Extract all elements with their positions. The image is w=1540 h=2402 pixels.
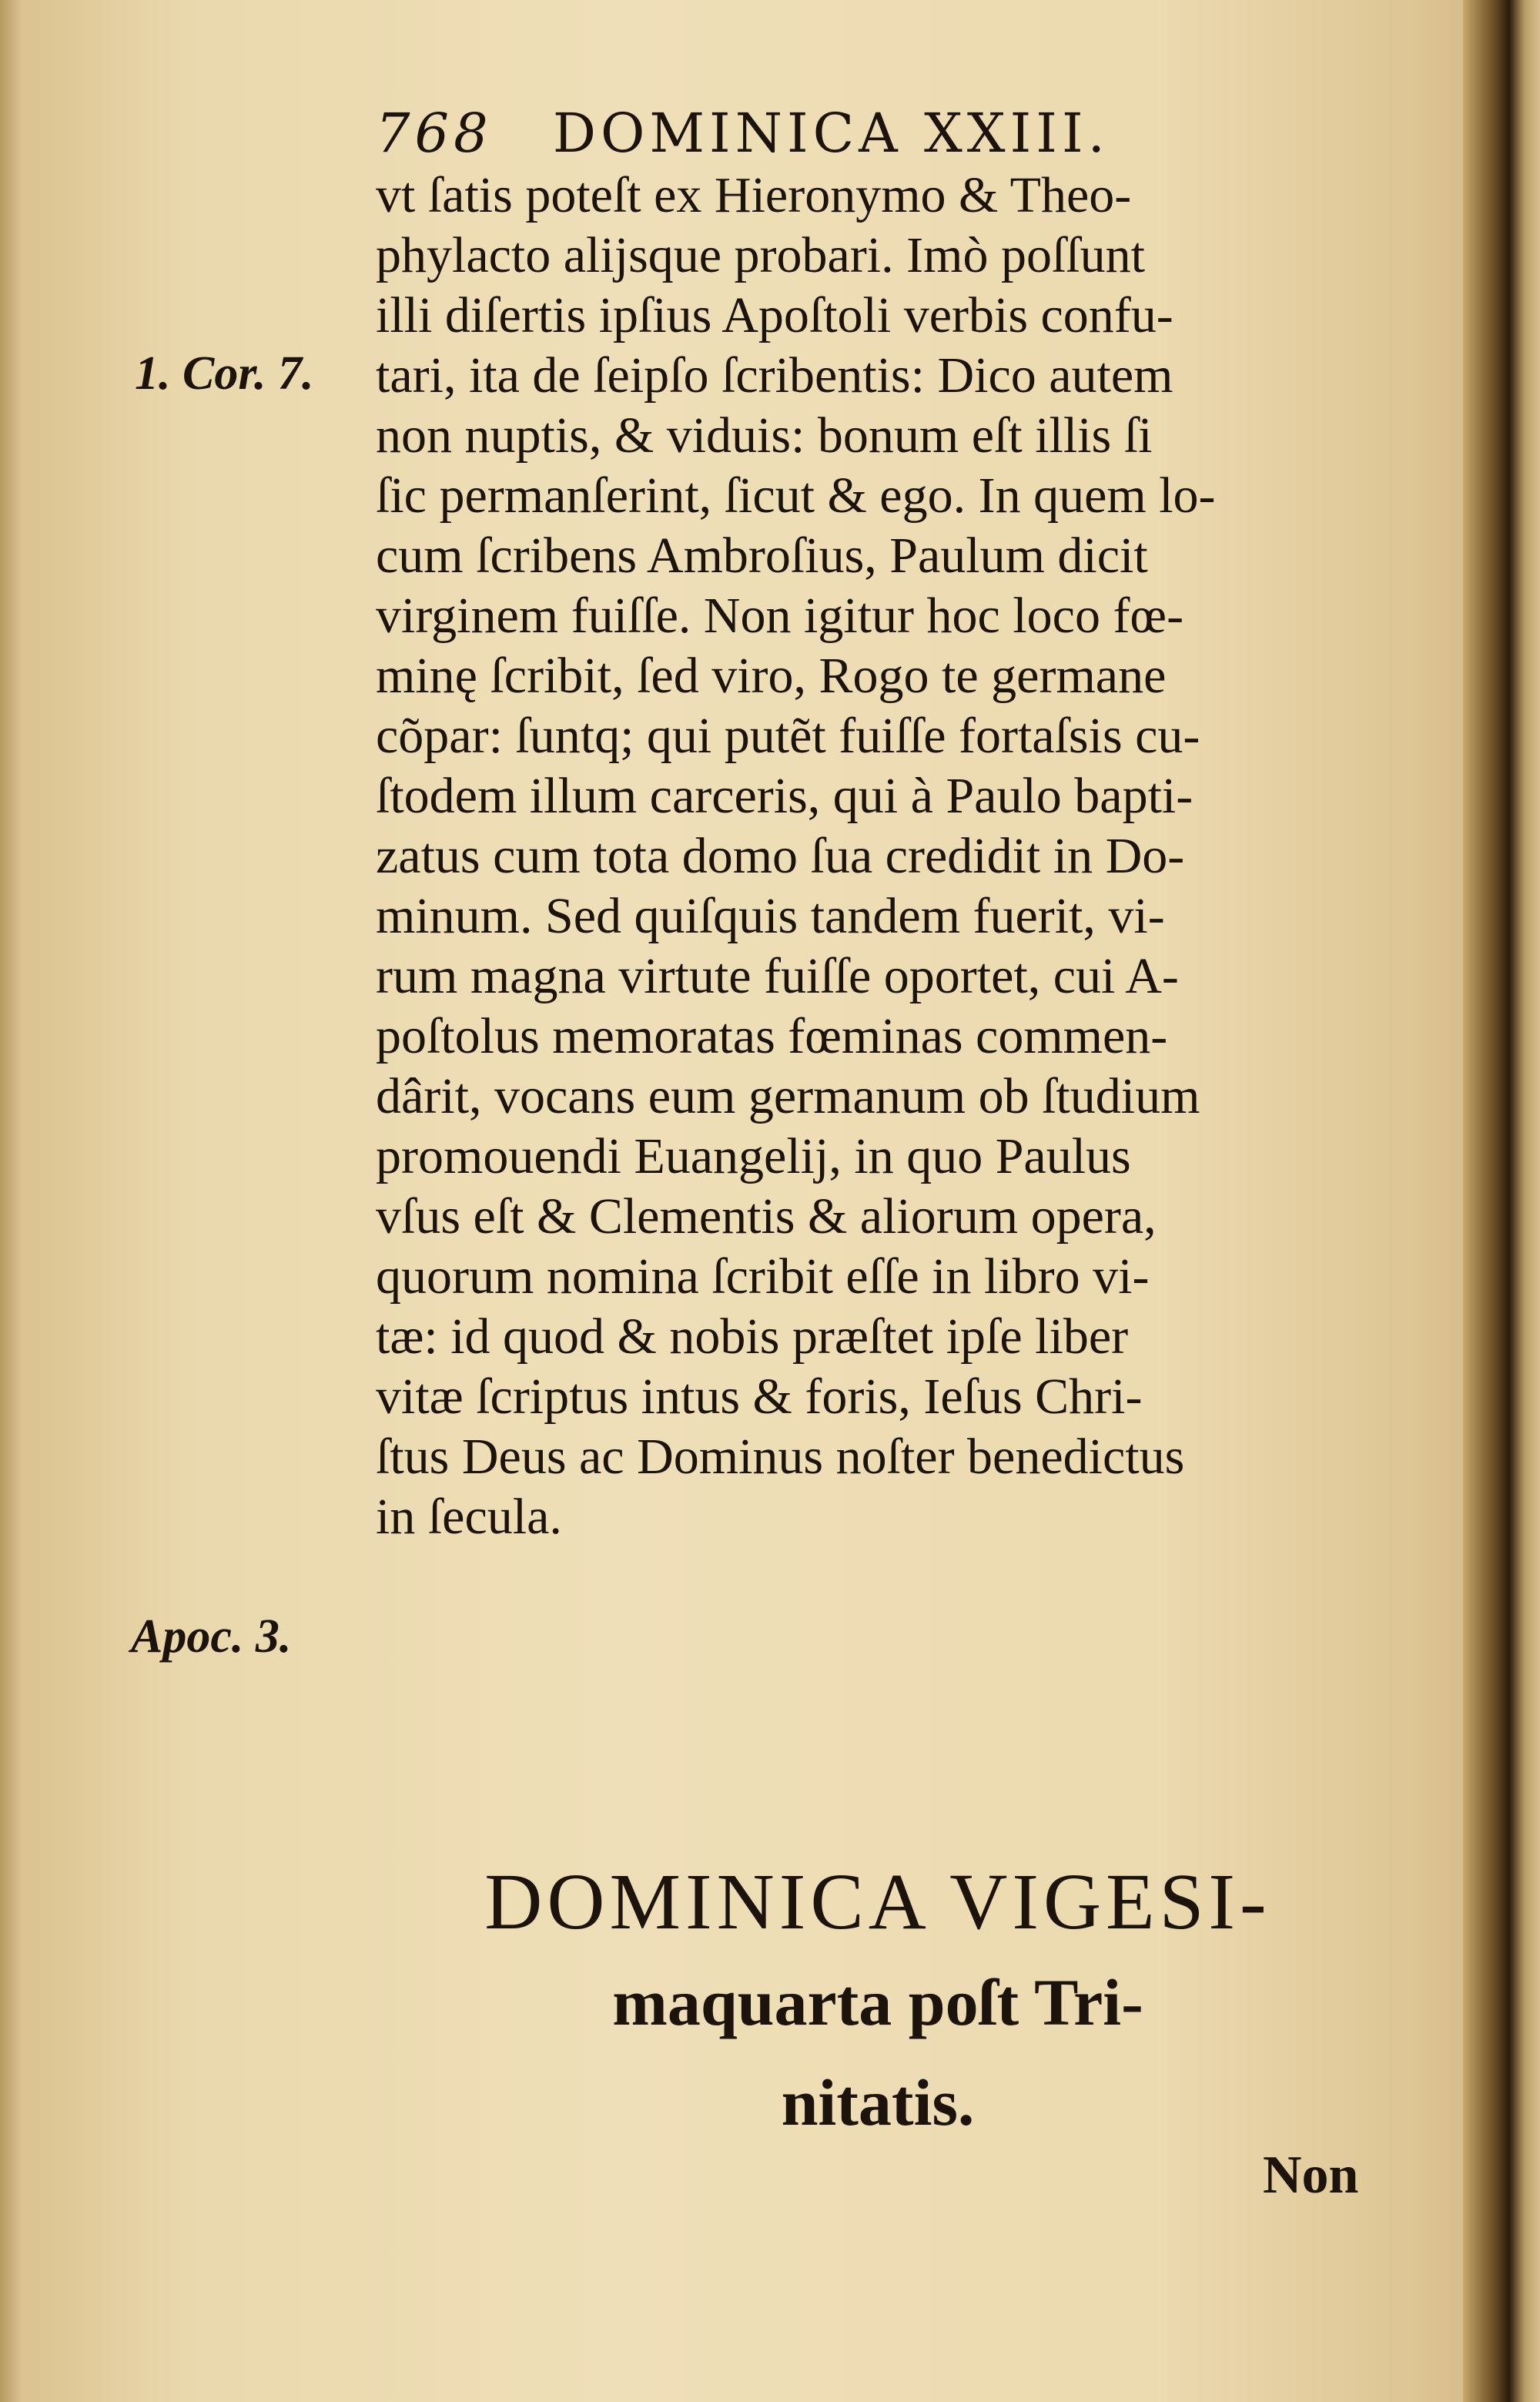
- text-line: dârit, vocans eum germanum ob ſtudium: [376, 1068, 1200, 1124]
- text-line: minum. Sed quiſquis tandem fuerit, vi-: [376, 888, 1165, 944]
- margin-note-cor: 1. Cor. 7.: [135, 347, 314, 400]
- text-line: ſtodem illum carceris, qui à Paulo bapti-: [376, 768, 1194, 824]
- text-line: vſus eſt & Clementis & aliorum opera,: [376, 1188, 1157, 1245]
- text-line: tari, ita de ſeipſo ſcribentis: Dico autem: [376, 347, 1173, 404]
- text-line: cum ſcribens Ambroſius, Paulum dicit: [376, 528, 1148, 584]
- text-line: in ſecula.: [376, 1489, 562, 1545]
- text-line: non nuptis, & viduis: bonum eſt illis ſi: [376, 407, 1153, 464]
- text-line: promouendi Euangelij, in quo Paulus: [376, 1128, 1131, 1184]
- text-line: phylacto alijsque probari. Imò poſſunt: [376, 227, 1145, 283]
- section-heading-line-3: nitatis.: [781, 2065, 975, 2139]
- body-text: [376, 166, 1392, 1547]
- margin-note-apoc: Apoc. 3.: [131, 1610, 292, 1663]
- page-left-edge: [0, 0, 23, 2402]
- section-heading-line-2: maquarta poſt Tri-: [612, 1965, 1143, 2039]
- text-line: minę ſcribit, ſed viro, Rogo te germane: [376, 648, 1167, 704]
- running-title: DOMINICA XXIII.: [552, 102, 1110, 165]
- text-line: cõpar: ſuntq; qui putẽt fuiſſe fortaſsis cu-: [376, 708, 1200, 764]
- text-line: poſtolus memoratas fœminas commen-: [376, 1008, 1168, 1064]
- text-line: illi diſertis ipſius Apoſtoli verbis confu-: [376, 287, 1173, 343]
- text-line: ſic permanſerint, ſicut & ego. In quem lo-: [376, 467, 1216, 524]
- text-line: vt ſatis poteſt ex Hieronymo & Theo-: [376, 167, 1132, 223]
- catchword: Non: [1263, 2146, 1359, 2205]
- running-header: [376, 99, 1384, 168]
- text-line: ſtus Deus ac Dominus noſter benedictus: [376, 1429, 1185, 1485]
- text-line: zatus cum tota domo ſua credidit in Do-: [376, 828, 1185, 884]
- text-line: virginem fuiſſe. Non igitur hoc loco fœ-: [376, 588, 1184, 644]
- section-heading-line-1: DOMINICA VIGESI-: [484, 1858, 1271, 1946]
- page-number: 768: [376, 102, 493, 165]
- text-line: rum magna virtute fuiſſe oportet, cui A-: [376, 948, 1179, 1004]
- text-line: quorum nomina ſcribit eſſe in libro vi-: [376, 1248, 1150, 1305]
- book-gutter-edge: [1463, 0, 1540, 2402]
- text-line: vitæ ſcriptus intus & foris, Ieſus Chri-: [376, 1369, 1143, 1425]
- text-line: tæ: id quod & nobis præſtet ipſe liber: [376, 1308, 1129, 1365]
